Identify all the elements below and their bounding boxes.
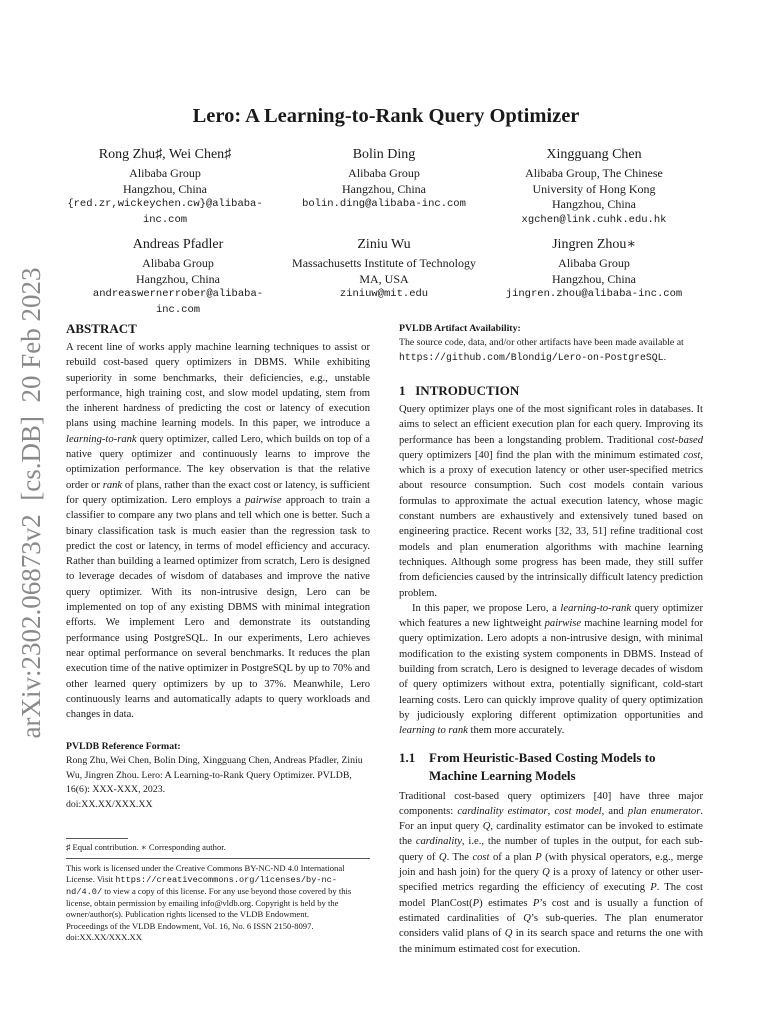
artifact-availability [399, 322, 703, 365]
license-doi: doi:XX.XX/XXX.XX [66, 931, 142, 942]
author-block [288, 146, 480, 213]
arxiv-identifier [10, 268, 50, 738]
arxiv-identifier-graphic [10, 268, 50, 738]
author-affiliation-continued: University of Hong Kong [532, 181, 656, 196]
author-block [60, 236, 296, 318]
author-email[interactable]: ziniuw@mit.edu [339, 288, 429, 300]
author-location: Hangzhou, China [552, 197, 636, 211]
subsection-paragraph: Traditional cost-based query optimizers [40] have three major components: cardinality estimator, cost model, and plan enumerator. For an input query Q, cardinality estimator can be invoked to estimate the cardinality, i.e., the number of tuples in the output, for each sub-query of Q. The cost of a plan P (with physical operators, e.g., merge join and hash join) for the query Q is a proxy of latency or other user-specified metrics regarding the efficiency of executing P. The cost model PlanCost(P) estimates P’s cost and is usually a function of estimated cardinalities of Q’s sub-queries. The plan enumerator considers valid plans of Q in its search space and returns the one with the minimum estimated cost for execution. [399, 790, 704, 955]
author-location: Hangzhou, China [123, 181, 207, 196]
reference-format-text: Rong Zhu, Wei Chen, Bolin Ding, Xingguang Chen, Andreas Pfadler, Ziniu Wu, Jingren Zhou. Lero: A Learning-to-Rank Query Optimizer. PVLDB, 16(6): XXX-XXX, 2023. [66, 755, 363, 796]
author-name: Xingguang Chen [546, 147, 642, 162]
author-name: Bolin Ding [352, 147, 416, 162]
author-email-continued[interactable]: inc.com [155, 303, 201, 316]
introduction-heading: 1 INTRODUCTION [399, 383, 520, 398]
author-email[interactable]: jingren.zhou@alibaba-inc.com [505, 288, 683, 300]
author-name: Rong Zhu♯, Wei Chen♯ [98, 147, 232, 162]
right-column [399, 322, 703, 957]
abstract-heading: ABSTRACT [66, 321, 137, 336]
introduction-paragraph: Query optimizer plays one of the most significant roles in databases. It aims to select an efficient execution plan for each query. Improving its performance has been a longstanding problem. Traditional cost-based query optimizers [40] find the plan with the minimum estimated cost, which is a proxy of execution latency or other user-specified metrics about resource consumption. Such cost models contain various formulas to approximate the actual execution latency, whose magic constant numbers are exhaustively and extensively tuned based on engineering practice. Recent works [32, 33, 51] refine traditional cost models and plan enumeration algorithms with machine learning techniques. Although some progress has been made, they still suffer from deficiencies caused by the intrinsically difficult latency prediction problem. [399, 404, 703, 599]
reference-format-heading: PVLDB Reference Format: [66, 741, 181, 753]
author-footnote: ♯ Equal contribution. ∗ Corresponding author. [66, 842, 226, 853]
author-affiliation: Massachusetts Institute of Technology [292, 256, 476, 270]
author-location: Hangzhou, China [342, 181, 426, 196]
left-column [66, 320, 370, 943]
artifact-text: The source code, data, and/or other artifacts have been made available at https://github.com/Blondig/Lero-on-PostgreSQL. [399, 337, 684, 363]
author-email[interactable]: bolin.ding@alibaba-inc.com [302, 198, 466, 210]
author-location: MA, USA [359, 271, 409, 286]
author-location: Hangzhou, China [136, 271, 220, 286]
abstract-text: A recent line of works apply machine learning techniques to assist or rebuild cost-based query optimizers in DBMS. While exhibiting superiority in some benchmarks, their deficiencies, e.g., unstable performance, high training cost, and slow model updating, stem from the inherent hardness of predicting the cost or latency of execution plans using machine learning models. In this paper, we introduce a learning-to-rank query optimizer, called Lero, which builds on top of a native query optimizer and continuously learns to improve the optimization performance. The key observation is that the relative order or rank of plans, rather than the exact cost or latency, is sufficient for query optimization. Lero employs a pairwise approach to train a classifier to compare any two plans and tell which one is better. Such a binary classification task is much easier than the regression task to predict the cost or latency, in terms of model efficiency and accuracy. Rather than building a learned optimizer from scratch, Lero is designed to leverage decades of wisdom of databases and improve the native query optimizer. With its non-intrusive design, Lero can be implemented on top of any existing DBMS with minimal integration efforts. We implement Lero and demonstrate its outstanding performance using PostgreSQL. In our experiments, Lero achieves near optimal performance on several benchmarks. It reduces the plan execution time of the native optimizer in PostgreSQL by up to 70% and other learned query optimizers by up to 37%. Meanwhile, Lero continuously learns and automatically adapts to query workloads and changes in data. [66, 342, 370, 721]
footnote-divider [66, 838, 128, 839]
author-affiliation: Alibaba Group [142, 256, 214, 270]
author-email[interactable]: andreaswernerrober@alibaba- [92, 288, 264, 300]
license-divider [66, 858, 370, 859]
author-name: Ziniu Wu [357, 237, 411, 252]
artifact-heading: PVLDB Artifact Availability: [399, 323, 521, 334]
author-block [60, 146, 270, 228]
license-notice: This work is licensed under the Creative Commons BY-NC-ND 4.0 International License. Visit https://creativecommons.org/licenses/by-nc-nd/4.0/ to view a copy of this license. For any use beyond those covered by this license, obtain permission by emailing info@vldb.org. Copyright is held by the owner/author(s). Publication rights licensed to the VLDB Endowment. [66, 862, 352, 920]
reference-format-doi: doi:XX.XX/XXX.XX [66, 798, 153, 810]
artifact-url-link[interactable]: https://github.com/Blondig/Lero-on-PostgreSQL [399, 351, 664, 363]
reference-format [66, 740, 370, 812]
author-name: Jingren Zhou∗ [552, 237, 636, 252]
author-block [494, 146, 694, 228]
author-email[interactable]: {red.zr,wickeychen.cw}@alibaba- [67, 198, 263, 210]
author-affiliation: Alibaba Group [558, 256, 630, 270]
author-email-continued[interactable]: inc.com [142, 213, 188, 226]
author-affiliation: Alibaba Group, The Chinese [525, 166, 663, 180]
author-affiliation: Alibaba Group [348, 166, 420, 180]
author-affiliation: Alibaba Group [129, 166, 201, 180]
author-location: Hangzhou, China [552, 271, 636, 286]
license-url-link[interactable]: https://creativecommons.org/licenses/by-nc-nd/4.0/ [66, 874, 337, 898]
author-block [494, 236, 694, 303]
author-name: Andreas Pfadler [132, 237, 224, 252]
author-block [283, 236, 485, 303]
paper-title: Lero: A Learning-to-Rank Query Optimizer [192, 105, 580, 127]
introduction-paragraph: In this paper, we propose Lero, a learning-to-rank query optimizer which features a new lightweight pairwise machine learning model for query optimization. Lero adopts a non-intrusive design, with minimal modification to the existing system components in DBMS. Instead of building from scratch, Lero is designed to leverage decades of wisdom of query optimizers without extra, potentially significant, cold-start learning costs. Lero can quickly improve quality of query optimization by judiciously exploring different optimization opportunities and learning to rank them more accurately. [399, 602, 703, 737]
subsection-heading: 1.1 From Heuristic-Based Costing Models to Machine Learning Models [399, 749, 656, 783]
arxiv-identifier-text: arXiv:2302.06873v2 [cs.DB] 20 Feb 2023 [16, 268, 46, 738]
proceedings-line: Proceedings of the VLDB Endowment, Vol. 16, No. 6 ISSN 2150-8097. [66, 920, 314, 931]
author-email[interactable]: xgchen@link.cuhk.edu.hk [521, 213, 667, 226]
